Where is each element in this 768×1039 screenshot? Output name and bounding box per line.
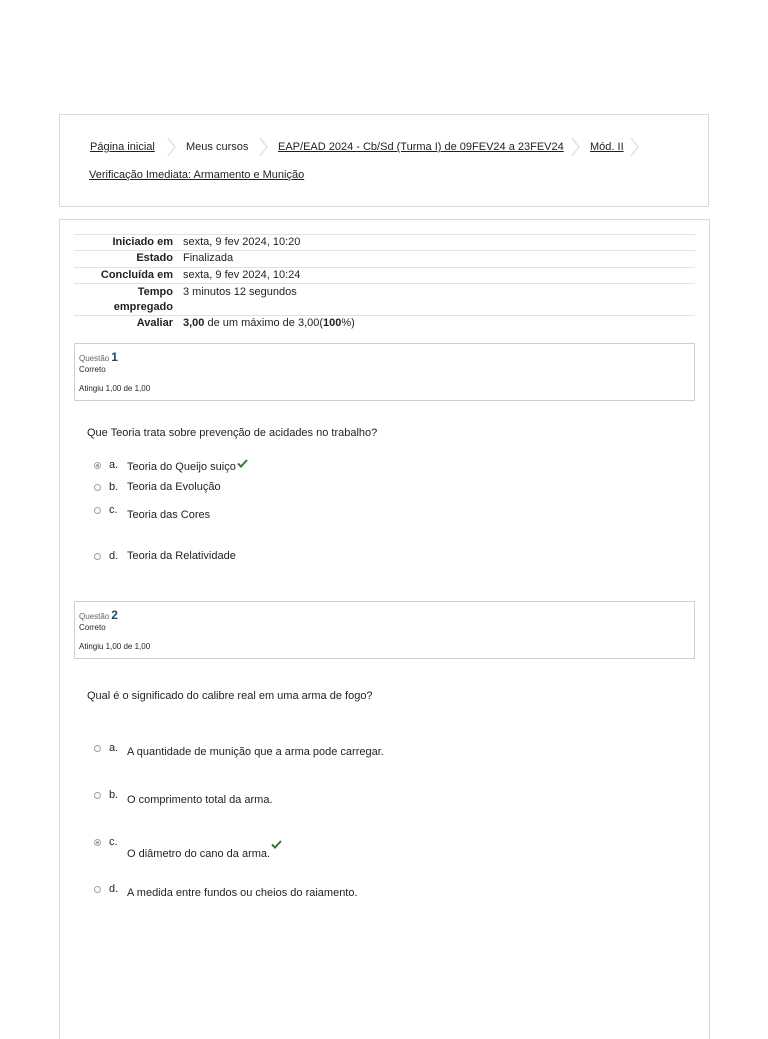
summary-completed-value: sexta, 9 fev 2024, 10:24 xyxy=(183,269,301,281)
question-label xyxy=(79,608,118,622)
summary-time-label: Tempo xyxy=(137,286,173,298)
breadcrumb-module[interactable]: Mód. II xyxy=(590,141,624,153)
answer-letter: c. xyxy=(109,836,118,848)
answer-letter: d. xyxy=(109,883,119,895)
question-info-box xyxy=(74,601,695,659)
answer-letter: b. xyxy=(109,789,119,801)
answer-text-content: O diâmetro do cano da arma. xyxy=(127,848,271,860)
breadcrumb-my-courses: Meus cursos xyxy=(186,141,249,153)
chevron-right-icon xyxy=(571,137,580,157)
answer-text: Teoria da Relatividade xyxy=(127,550,236,562)
breadcrumb-home[interactable]: Página inicial xyxy=(90,141,155,153)
answer-text-content: Teoria do Queijo suiço xyxy=(127,461,236,473)
question-info-box xyxy=(74,343,695,401)
answer-text: Teoria das Cores xyxy=(127,509,211,521)
chevron-right-icon xyxy=(259,137,268,157)
chevron-right-icon xyxy=(167,137,176,157)
breadcrumb-course[interactable]: EAP/EAD 2024 - Cb/Sd (Turma I) de 09FEV24 a 23FEV24 xyxy=(278,141,564,153)
question-grade: Atingiu 1,00 de 1,00 xyxy=(79,642,151,651)
question-number: 1 xyxy=(111,350,118,364)
question-number: 2 xyxy=(111,608,118,622)
question-label-text: Questão xyxy=(79,354,110,363)
chevron-right-icon xyxy=(630,137,639,157)
summary-started-label: Iniciado em xyxy=(112,236,173,248)
answer-text: Teoria da Evolução xyxy=(127,481,221,493)
summary-started-value: sexta, 9 fev 2024, 10:20 xyxy=(183,236,301,248)
question-label xyxy=(79,350,118,364)
answer-text: A quantidade de munição que a arma pode carregar. xyxy=(127,746,384,758)
summary-time-value: 3 minutos 12 segundos xyxy=(183,286,297,298)
answer-letter: c. xyxy=(109,504,118,516)
question-text: Que Teoria trata sobre prevenção de acidades no trabalho? xyxy=(87,427,378,439)
answer-text xyxy=(127,840,282,860)
answer-letter: b. xyxy=(109,481,119,493)
answer-radio[interactable] xyxy=(94,553,101,560)
answer-radio[interactable] xyxy=(94,886,101,893)
check-icon xyxy=(237,459,248,468)
question-state: Correto xyxy=(79,365,106,374)
answer-text: A medida entre fundos ou cheios do raiamento. xyxy=(127,887,358,899)
question-state: Correto xyxy=(79,623,106,632)
answer-radio[interactable] xyxy=(94,462,101,469)
answer-radio[interactable] xyxy=(94,507,101,514)
check-icon xyxy=(271,840,282,849)
question-text: Qual é o significado do calibre real em uma arma de fogo? xyxy=(87,690,373,702)
summary-divider xyxy=(74,234,695,235)
answer-radio[interactable] xyxy=(94,839,101,846)
summary-grade-max: de um máximo de 3,00( xyxy=(207,317,324,329)
summary-divider xyxy=(74,315,695,316)
summary-state-value: Finalizada xyxy=(183,252,234,264)
summary-grade-score: 3,00 xyxy=(183,317,205,329)
answer-letter: a. xyxy=(109,742,119,754)
question-grade: Atingiu 1,00 de 1,00 xyxy=(79,384,151,393)
summary-completed-label: Concluída em xyxy=(100,269,173,281)
breadcrumb xyxy=(59,114,709,207)
summary-time-label-2: empregado xyxy=(113,301,173,313)
summary-grade-percent: 100 xyxy=(323,317,342,329)
summary-divider xyxy=(74,267,695,268)
summary-grade-label: Avaliar xyxy=(136,317,173,329)
answer-text: O comprimento total da arma. xyxy=(127,794,273,806)
answer-letter: a. xyxy=(109,459,119,471)
answer-text xyxy=(127,459,248,473)
answer-letter: d. xyxy=(109,550,119,562)
summary-grade-end: %) xyxy=(341,317,355,329)
answer-radio[interactable] xyxy=(94,745,101,752)
summary-divider xyxy=(74,250,695,251)
question-label-text: Questão xyxy=(79,612,110,621)
summary-divider xyxy=(74,283,695,284)
summary-state-label: Estado xyxy=(136,252,173,264)
breadcrumb-quiz[interactable]: Verificação Imediata: Armamento e Munição xyxy=(89,169,305,181)
summary-grade-value xyxy=(183,317,355,329)
answer-radio[interactable] xyxy=(94,792,101,799)
answer-radio[interactable] xyxy=(94,484,101,491)
